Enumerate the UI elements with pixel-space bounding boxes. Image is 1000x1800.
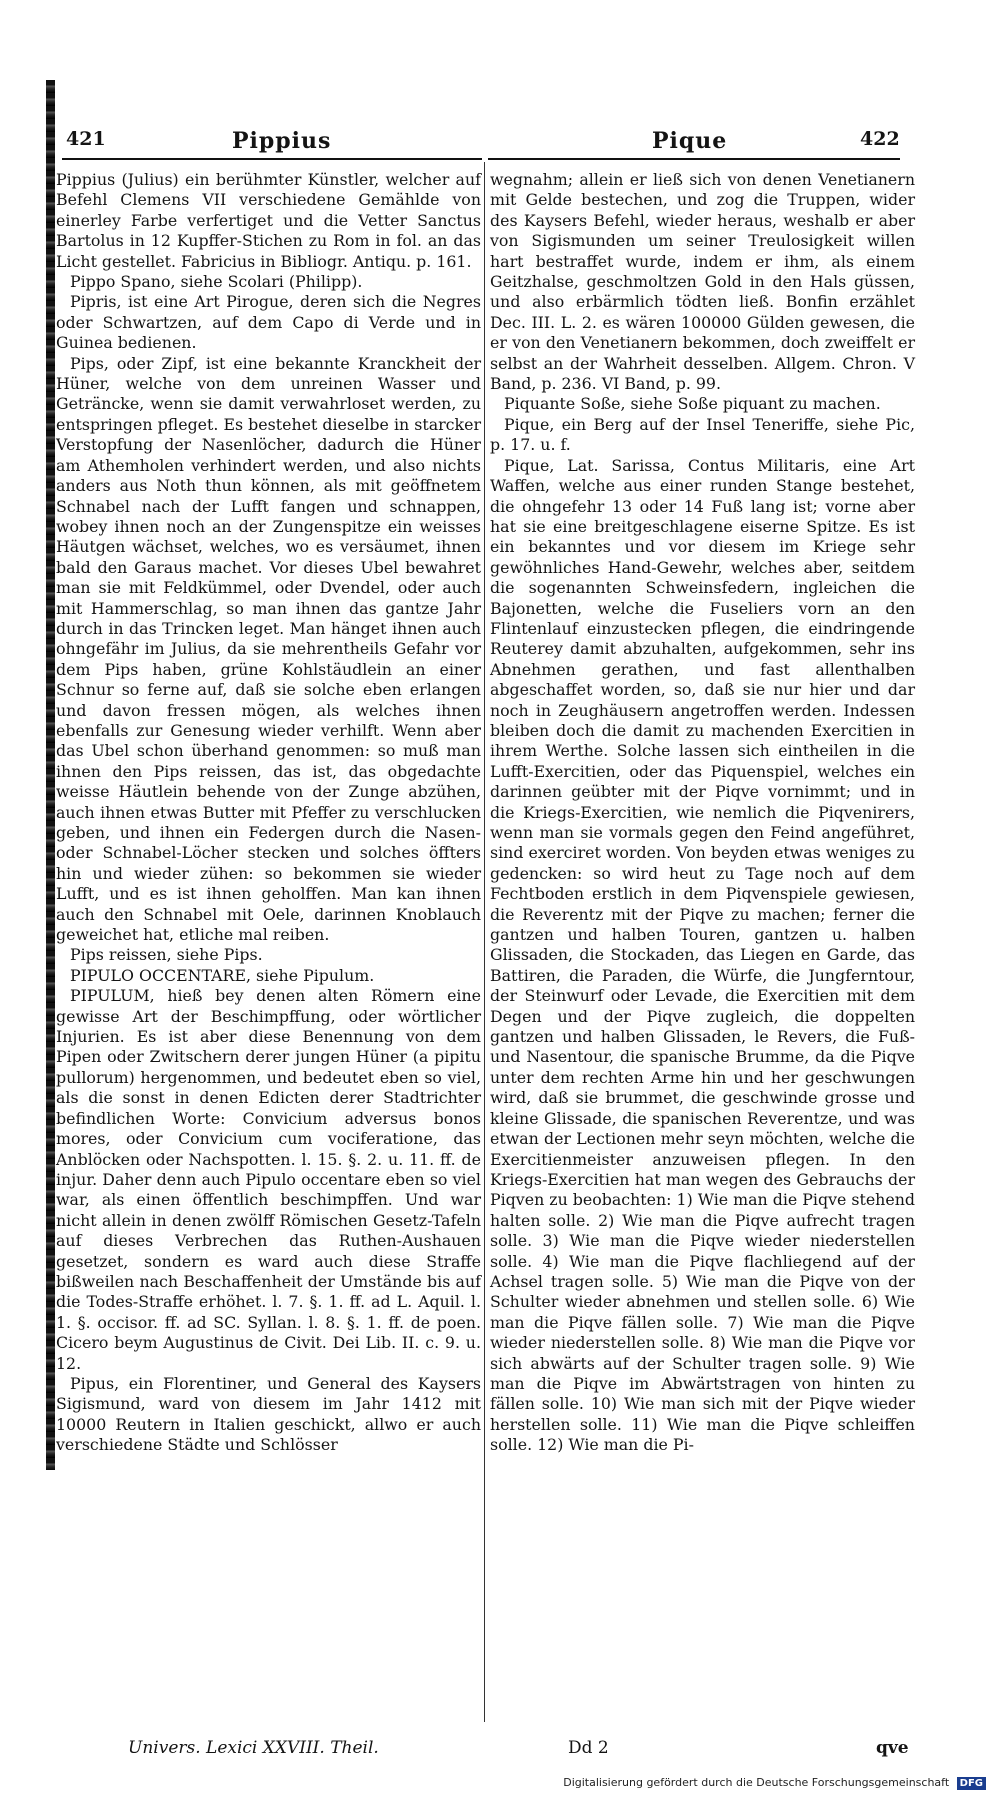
- page-number-right: 422: [860, 128, 900, 150]
- entry-pipus-continued: wegnahm; allein er ließ sich von denen Venetianern mit Gelde bestechen, und zog die Truppen, wider des Kaysers Befehl, wieder heraus, weshalb er aber von Sigismunden um seiner Treulosigkeit willen hart bestraffet wurde, indem er ihm, als einem Geitzhalse, geschmoltzen Gold in den Hals güssen, und also erbärmlich tödten ließ. Bonfin erzählet Dec. III. L. 2. es wären 100000 Gülden gewesen, die er von den Venetianern bekommen, doch zweiffelt er selbst an der Wahrheit desselben. Allgem. Chron. V Band, p. 236. VI Band, p. 99.: [490, 170, 915, 394]
- footer-signature: Dd 2: [568, 1738, 609, 1758]
- entry-pips: Pips, oder Zipf, ist eine bekannte Kranckheit der Hüner, welche von dem unreinen Wasser und Geträncke, wenn sie damit verwahrloset werden, zu entspringen pfleget. Es bestehet dieselbe in starcker Verstopfung der Nasenlöcher, dadurch die Hüner am Athemholen verhindert werden, und also nichts anders aus Noth thun können, als mit geöffnetem Schnabel nach der Lufft fangen und schnappen, wobey ihnen noch an der Zungenspitze ein weisses Häutgen wächset, welches, wo es versäumet, ihnen bald den Garaus machet. Vor dieses Ubel bewahret man sie mit Feldkümmel, oder Dvendel, oder auch mit Hammerschlag, so man ihnen das gantze Jahr durch in das Trincken leget. Man hänget ihnen auch ohngefähr im Julius, da sie mehrentheils Gefahr vor dem Pips haben, grüne Kohlstäudlein an einer Schnur so ferne auf, daß sie solche eben erlangen und davon fressen mögen, als welches ihnen ebenfalls zur Genesung wieder verhilft. Wenn aber das Ubel schon überhand genommen: so muß man ihnen den Pips reissen, das ist, das obgedachte weisse Häutlein behende von der Zunge abzühen, auch ihnen etwas Butter mit Pfeffer zu verschlucken geben, und ihnen ein Federgen durch die Nasen- oder Schnabel-Löcher stecken und solches öffters hin und wieder zühen: so bekommen sie wieder Lufft, und es ist ihnen geholffen. Man kan ihnen auch den Schnabel mit Oele, darinnen Knoblauch geweichet hat, etliche mal reiben.: [56, 353, 481, 945]
- running-head-left: Pippius: [232, 128, 332, 154]
- entry-pipus: Pipus, ein Florentiner, und General des Kaysers Sigismund, ward von diesem im Jahr 1412 mit 10000 Reutern in Italien geschickt, allwo er auch verschiedene Städte und Schlösser: [56, 1373, 481, 1455]
- dfg-logo: DFG: [957, 1777, 986, 1790]
- page-number-left: 421: [66, 128, 106, 150]
- footer-catchword: qve: [876, 1738, 909, 1758]
- entry-pipulum: PIPULUM, hieß bey denen alten Römern eine gewisse Art der Beschimpffung, oder wörtlicher Injurien. Es ist aber diese Benennung von dem Pipen oder Zwitschern derer jungen Hüner (a pipitu pullorum) hergenommen, und bedeutet eben so viel, als die sonst in denen Edicten derer Stadtrichter befindlichen Worte: Convicium adversus bonos mores, oder Convicium cum vociferatione, das Anblöcken oder Nachspotten. l. 15. §. 2. u. 11. ff. de injur. Daher denn auch Pipulo occentare eben so viel war, als einen öffentlich beschimpffen. Und war nicht allein in denen zwölff Römischen Gesetz-Tafeln auf dieses Verbrechen das Ruthen-Aushauen gesetzet, sondern es ward auch diese Straffe bißweilen nach Beschaffenheit der Umstände bis auf die Todes-Straffe erhöhet. l. 7. §. 1. ff. ad L. Aquil. l. 1. §. occisor. ff. ad SC. Syllan. l. 8. §. 1. ff. de poen. Cicero beym Augustinus de Civit. Dei Lib. II. c. 9. u. 12.: [56, 986, 481, 1373]
- entry-pippius: Pippius (Julius) ein berühmter Künstler, welcher auf Befehl Clemens VII verschiedene Gemählde von einerley Farbe verfertiget und die Vetter Sanctus Bartolus in 12 Kupffer-Stichen zu Rom in fol. an das Licht gestellet. Fabricius in Bibliogr. Antiqu. p. 161.: [56, 170, 481, 271]
- entry-pipris: Pipris, ist eine Art Pirogue, deren sich die Negres oder Schwartzen, auf dem Capo di Verde und in Guinea bedienen.: [56, 292, 481, 353]
- right-column: [490, 170, 915, 1456]
- header-rule-left: [62, 158, 482, 160]
- header-rule-right: [488, 158, 900, 160]
- scan-edge-strip: [46, 80, 55, 1470]
- column-divider: [484, 162, 485, 1722]
- running-head-right: Pique: [652, 128, 728, 154]
- credit-text: Digitalisierung gefördert durch die Deutsche Forschungsgemeinschaft: [563, 1776, 950, 1789]
- entry-pippo-spano: Pippo Spano, siehe Scolari (Philipp).: [70, 272, 363, 292]
- entry-pique-berg: Pique, ein Berg auf der Insel Teneriffe, siehe Pic, p. 17. u. f.: [490, 414, 915, 455]
- footer-volume: Univers. Lexici XXVIII. Theil.: [128, 1738, 379, 1758]
- entry-pique-waffe: Pique, Lat. Sarissa, Contus Militaris, eine Art Waffen, welche aus einer runden Stange bestehet, die ohngefehr 13 oder 14 Fuß lang ist; vorne aber hat sie eine breitgeschlagene eiserne Spitze. Es ist ein bekanntes und vor diesem im Kriege sehr gewöhnliches Hand-Gewehr, welches aber, seitdem die sogenannten Schweinsfedern, ingleichen die Bajonetten, welche die Fuseliers vorn an den Flintenlauf einzustecken pflegen, die eindringende Reuterey damit abzuhalten, aufgekommen, sehr ins Abnehmen gerathen, und fast allenthalben abgeschaffet worden, so, daß sie nur hier und dar noch in Zeughäusern angetroffen werden. Indessen bleiben doch die damit zu machenden Exercitien in ihrem Werthe. Solche lassen sich eintheilen in die Lufft-Exercitien, oder das Piquenspiel, welches ein darinnen geübter mit der Piqve vornimmt; und in die Kriegs-Exercitien, wie nemlich die Piqvenirers, wenn man sie vormals gegen den Feind angeführet, sind exerciret worden. Von beyden etwas weniges zu gedencken: so wird heut zu Tage noch auf dem Fechtboden erstlich in dem Piqvenspiele gewiesen, die Reverentz mit der Piqve zu machen; ferner die gantzen und halben Touren, gantzen u. halben Glissaden, die Stockaden, das Liegen en Garde, das Battiren, die Paraden, die Würfe, die Jungferntour, der Steinwurf oder Levade, die Exercitien mit dem Degen und der Piqve zugleich, die doppelten gantzen und halben Glissaden, le Revers, die Fuß- und Nasentour, die spanische Brumme, da die Piqve unter dem rechten Arme hin und her geschwungen wird, daß sie brummet, die geschwinde grosse und kleine Glissade, die spanischen Reverentze, und was etwan der Lectionen mehr seyn möchten, welche die Exercitienmeister anzuweisen pflegen. In den Kriegs-Exercitien hat man wegen des Gebrauchs der Piqven zu beobachten: 1) Wie man die Piqve stehend halten solle. 2) Wie man die Piqve aufrecht tragen solle. 3) Wie man die Piqve wieder niederstellen solle. 4) Wie man die Piqve flachliegend auf der Achsel tragen solle. 5) Wie man die Piqve von der Schulter wieder abnehmen und stellen solle. 6) Wie man die Piqve fällen solle. 7) Wie man die Piqve wieder niederstellen solle. 8) Wie man die Piqve vor sich abwärts auf der Schulter tragen solle. 9) Wie man die Piqve im Abwärtstragen von hinten zu fällen solle. 10) Wie man sich mit der Piqve wieder herstellen solle. 11) Wie man die Piqve schleiffen solle. 12) Wie man die Pi-: [490, 455, 915, 1455]
- entry-pipulo-occentare: PIPULO OCCENTARE, siehe Pipulum.: [70, 965, 375, 985]
- entry-piquante-sosse: Piquante Soße, siehe Soße piquant zu machen.: [504, 394, 881, 414]
- left-column: [56, 170, 481, 1456]
- digitization-credit: [563, 1776, 986, 1790]
- entry-pips-reissen: Pips reissen, siehe Pips.: [70, 945, 263, 965]
